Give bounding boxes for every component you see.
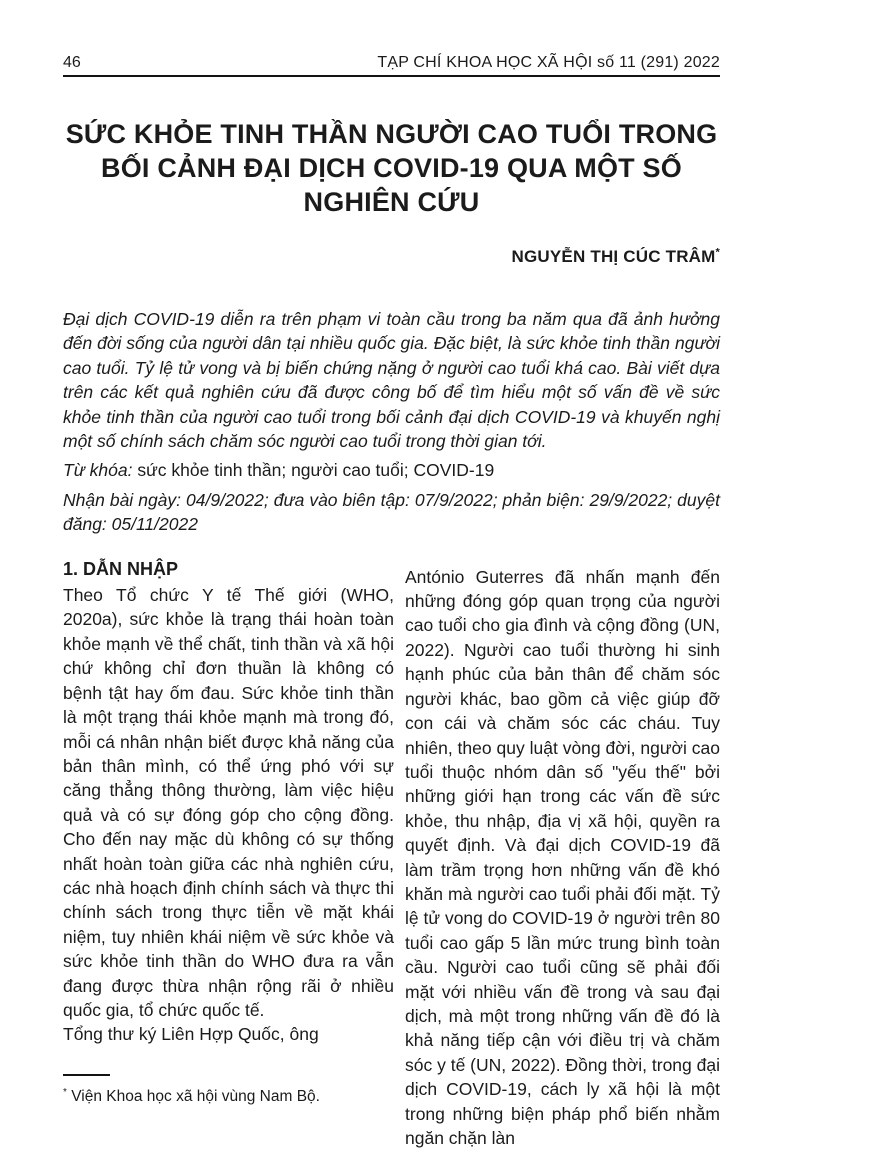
author-footnote-marker: * [715,246,720,259]
article-title: SỨC KHỎE TINH THẦN NGƯỜI CAO TUỔI TRONG BỐI CẢNH ĐẠI DỊCH COVID-19 QUA MỘT SỐ NGHIÊN CỨU [65,119,718,217]
submission-dates: Nhận bài ngày: 04/9/2022; đưa vào biên tập: 07/9/2022; phản biện: 29/9/2022; duyệt đăng: 05/11/2022 [63,489,720,535]
body-paragraph: António Guterres đã nhấn mạnh đến những đóng góp quan trọng của người cao tuổi cho gia đình và cộng đồng (UN, 2022). Người cao tuổi thường hi sinh hạnh phúc của bản thân để chăm sóc người khác, bao gồm cả việc giúp đỡ con cái và chăm sóc các cháu. Tuy nhiên, theo quy luật vòng đời, người cao tuổi thuộc nhóm dân số "yếu thế" bởi những giới hạn trong các vấn đề sức khỏe, thu nhập, địa vị xã hội, quyền ra quyết định. Và đại dịch COVID-19 đã làm trầm trọng hơn những vấn đề khó khăn mà người cao tuổi phải đối mặt. Tỷ lệ tử vong do COVID-19 ở người trên 80 tuổi cao gấp 5 lần mức trung bình toàn cầu. Người cao tuổi cũng sẽ phải đối mặt với nhiều vấn đề trong và sau đại dịch, mà một trong những vấn đề đó là khả năng tiếp cận với điều trị và chăm sóc y tế (UN, 2022). Đồng thời, trong đại dịch COVID-19, cách ly xã hội là một trong những biện pháp phổ biến nhằm ngăn chặn làn [405,566,720,1148]
footnote-divider [63,1074,110,1076]
footnote-body: Viện Khoa học xã hội vùng Nam Bộ. [71,1087,320,1105]
keywords-line [63,458,720,482]
footnote-block [63,1074,394,1106]
abstract-text: Đại dịch COVID-19 diễn ra trên phạm vi toàn cầu trong ba năm qua đã ảnh hưởng đến đời sống của người dân tại nhiều quốc gia. Đặc biệt, là sức khỏe tinh thần người cao tuổi. Tỷ lệ tử vong và bị biến chứng nặng ở người cao tuổi khá cao. Bài viết dựa trên các kết quả nghiên cứu đã được công bố để tìm hiểu một số vấn đề về sức khỏe tinh thần của người cao tuổi trong bối cảnh đại dịch COVID-19 và khuyến nghị một số chính sách chăm sóc người cao tuổi trong thời gian tới. [63,309,720,452]
footnote-marker: * [63,1086,67,1098]
section-heading: 1. DẪN NHẬP [63,558,179,579]
author-line [63,247,720,267]
author-name: NGUYỄN THỊ CÚC TRÂM [511,247,716,266]
footnote-text [63,1087,394,1106]
page-header [63,53,720,77]
page-number: 46 [63,54,81,71]
body-paragraph: Tổng thư ký Liên Hợp Quốc, ông [63,1024,319,1045]
right-column [405,557,720,1151]
keywords-label: Từ khóa: [63,460,133,481]
body-columns [63,557,720,1151]
body-paragraph: Theo Tổ chức Y tế Thế giới (WHO, 2020a), sức khỏe là trạng thái hoàn toàn khỏe mạnh về thể chất, tinh thần và xã hội chứ không chỉ đơn thuần là không có bệnh tật hay ốm đau. Sức khỏe tinh thần là một trạng thái khỏe mạnh mà trong đó, mỗi cá nhân nhận biết được khả năng của bản thân mình, có thể ứng phó với sự căng thẳng thông thường, làm việc hiệu quả và có sự đóng góp cho cộng đồng. Cho đến nay mặc dù không có sự thống nhất hoàn toàn giữa các nhà nghiên cứu, các nhà hoạch định chính sách và thực thi chính sách trong thực tiễn về mặt khái niệm, tuy nhiên khái niệm về sức khỏe và sức khỏe tinh thần do WHO đưa ra vẫn đang được thừa nhận rộng rãi ở nhiều quốc gia, tổ chức quốc tế. [63,585,394,1020]
page-content [63,53,720,1150]
left-column [63,557,394,1151]
keywords-text: sức khỏe tinh thần; người cao tuổi; COVID-19 [137,460,495,481]
journal-title: TẠP CHÍ KHOA HỌC XÃ HỘI số 11 (291) 2022 [377,54,720,71]
